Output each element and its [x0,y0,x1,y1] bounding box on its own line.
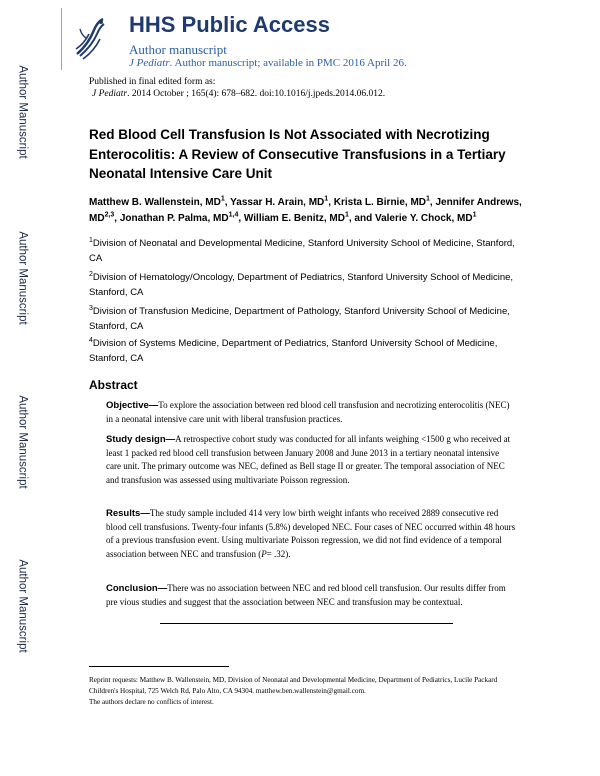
affiliation: $^4$Division of Systems Medicine, Department of Pediatrics, Stanford University School of Medicine, Stanford, CA [89,336,498,364]
reprint-footnote: Reprint requests: Matthew B. Wallenstein, MD, Division of Neonatal and Developmental Medicine, Department of Pediatrics, Lucile Packard Children's Hospital, 725 Welch Rd, Palo Alto, CA 94304. matthew.ben.wallenstein@gmail.com. [89,676,498,695]
author: William E. Benitz, $MD^1$, and [243,211,375,224]
sidebar-label-1: Author Manuscript [17,65,30,159]
author-manuscript-label: Author manuscript [129,42,227,57]
author-list [89,195,529,226]
abstract-heading: Abstract [89,378,138,392]
citation: J Pediatr. 2014 October ; 165(4): 678–682. doi:10.1016/j.jpeds.2014.06.012. [92,89,386,99]
author: Valerie Y. Chock, $MD^1$ [374,211,477,224]
affiliation: $^1$Division of Neonatal and Developmental Medicine, Stanford University School of Medicine, Stanford, CA [89,236,515,264]
sidebar-label-4: Author Manuscript [17,559,30,653]
abstract-results: Results—The study sample included 414 very low birth weight infants who received 2889 consecutive red blood cell transfusions. Twenty-four infants (5.8%) developed NEC. Four cases of NEC occurred within 48 hours of a previous transfusion event. Using multivariate Poisson regression, we did not find evidence of a temporal association between NEC and transfusion (P= .32). [106,508,516,559]
hhs-title: HHS Public Access [129,12,330,37]
author: Jonathan P. Palma, MD$^{1,4}$, [119,211,244,224]
author: Krista L. Birnie, $MD^1$, [333,195,436,208]
article-title: Red Blood Cell Transfusion Is Not Associated with Necrotizing Enterocolitis: A Review of Consecutive Transfusions in a Tertiary Neonatal Intensive Care Unit [89,127,506,181]
abstract-study-design: Study design—A retrospective cohort study was conducted for all infants weighing <1500 g who received at least 1 packed red blood cell transfusion between January 2008 and June 2013 in a tertiary neonatal intensive care unit. The primary outcome was NEC, defined as Bell stage II or greater. The temporal association of NEC and transfusion was assessed using multivariate Poisson regression. [106,434,511,485]
abstract-divider [160,623,453,624]
author: Yassar H. Arain, $MD^1$, [230,195,334,208]
header-divider [61,8,62,70]
author: Jennifer Andrews, MD$^{2,3}$, [89,197,522,224]
affiliation: $^3$Division of Transfusion Medicine, Department of Pathology, Stanford University School of Medicine, Stanford, CA [89,304,510,332]
abstract-objective: Objective—To explore the association between red blood cell transfusion and necrotizing enterocolitis (NEC) in a neonatal intensive care unit with liberal transfusion practices. [106,400,510,424]
conflicts-footnote: The authors declare no conflicts of interest. [89,698,214,706]
affiliation: $^2$Division of Hematology/Oncology, Department of Pediatrics, Stanford University School of Medicine, Stanford, CA [89,270,514,298]
journal-availability: J Pediatr. Author manuscript; available in PMC 2016 April 26. [129,57,407,69]
footnote-divider [89,666,229,667]
abstract-conclusion: Conclusion—There was no association between NEC and red blood cell transfusion. Our results differ from pre vious studies and suggest that the association between NEC and transfusion may be contextual. [106,583,506,607]
sidebar-label-2: Author Manuscript [17,231,30,325]
published-in-label: Published in final edited form as: [89,77,216,87]
author: Matthew B. Wallenstein, $MD^1$, [89,195,231,208]
sidebar-label-3: Author Manuscript [17,395,30,489]
hhs-logo [74,16,106,62]
